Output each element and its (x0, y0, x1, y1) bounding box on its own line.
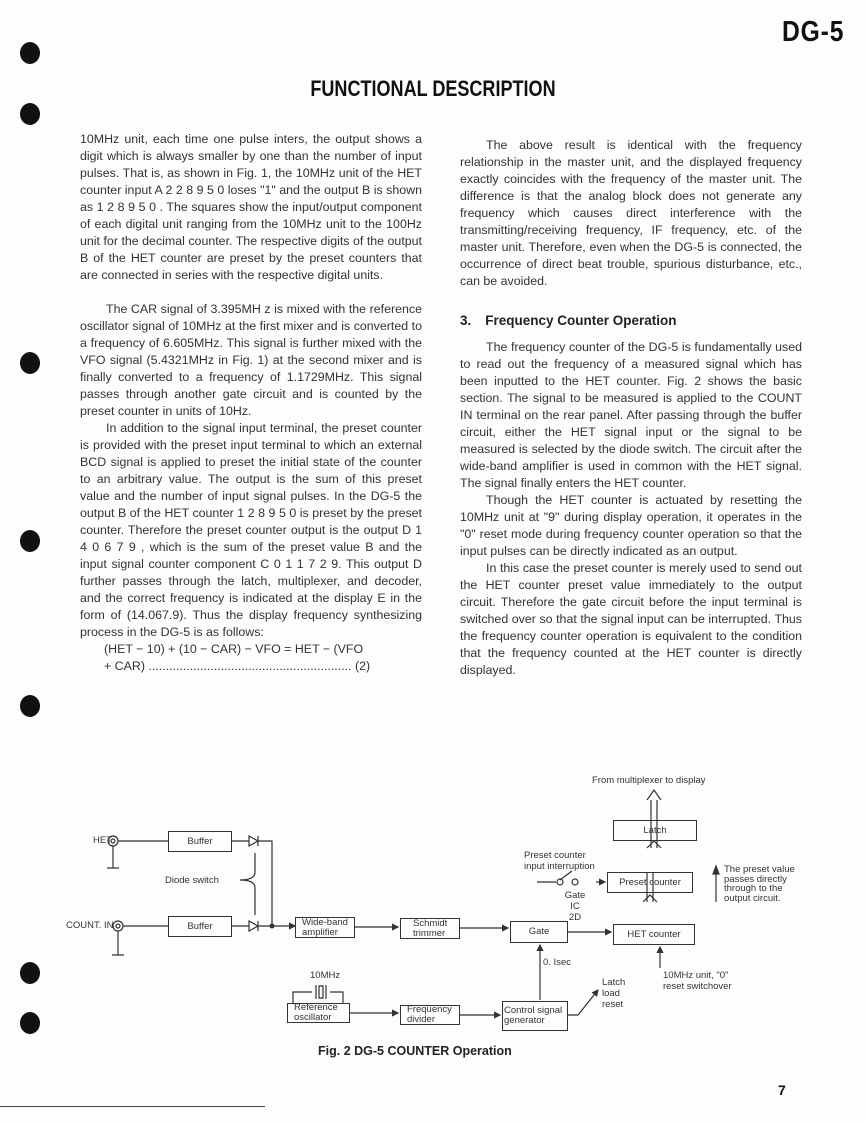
page-title: FUNCTIONAL DESCRIPTION (310, 76, 556, 101)
equation-line: + CAR) ........................................................... (2) (104, 659, 371, 673)
from-multiplexer-label: From multiplexer to display (592, 775, 706, 786)
oscillator-frequency-label: 10MHz (310, 970, 341, 981)
page-number: 7 (778, 1082, 786, 1098)
diode-icon (249, 921, 258, 931)
buffer-block: Buffer (168, 831, 232, 852)
crystal-icon (293, 985, 343, 1003)
latch-block: Latch (613, 820, 697, 841)
model-header: DG-5 (781, 16, 844, 48)
footer-rule (0, 1106, 265, 1107)
het-counter-block: HET counter (613, 924, 695, 945)
paragraph: In addition to the signal input terminal, the preset counter is provided with the preset input terminal to which an external BCD signal is applied to preset the initial state of the counter to an arbitrary value. The output is the sum of this preset value and the number of input signal pulses. In the DG-5 the output B of the HET counter 1 2 8 9 5 0 is preset by the preset counter. Therefore the preset counter output is the output D 1 4 0 6 7 9 , which is the sum of the preset value B and the input signal counter component C 0 1 1 7 2 9. This output D further passes through the latch, multiplexer, and decoder, and the correct frequency is indicated at the display E in the form of (14.067.9). Thus the display frequency synthesizing process in the DG-5 is as follows: (80, 421, 422, 639)
reference-oscillator-block: Reference oscillator (287, 1003, 350, 1023)
latch-load-reset-label: Latch load reset (602, 977, 626, 1010)
preset-value-note: The preset value passes directly through to the output circuit. (724, 864, 795, 904)
paragraph: The CAR signal of 3.395MH z is mixed with the reference oscillator signal of 10MHz at the first mixer and is converted to a frequency of 6.605MHz. This signal is further mixed with the VFO signal (5.4321MHz in Fig. 1) at the second mixer and is finally converted to a frequency of 1.1729MHz. This signal passes through another gate circuit and is counted by the preset counter in units of 10Hz. (80, 302, 422, 418)
gate-ic-label: Gate IC 2D (564, 890, 586, 923)
figure-caption: Fig. 2 DG-5 COUNTER Operation (318, 1044, 512, 1058)
control-signal-generator-block: Control signal generator (502, 1001, 568, 1031)
section-number: 3. (460, 313, 472, 328)
paragraph: Though the HET counter is actuated by resetting the 10MHz unit at "9" during display operation, it operates in the "0" reset mode during frequency counter operation so that the input pulses can be directly indicated as an output. (460, 493, 802, 558)
paragraph: In this case the preset counter is merely used to send out the HET counter preset value immediately to the output circuit. Therefore the gate circuit before the input terminal is switched over so that the signal input can be interrupted. Thus the frequency counter operation is equivalent to the condition that the frequency counted at the HET counter is directly displayed. (460, 561, 802, 677)
diode-icon (249, 836, 258, 846)
gate-block: Gate (510, 921, 568, 943)
diode-switch-label: Diode switch (165, 875, 219, 886)
wideband-amplifier-block: Wide-band amplifier (295, 917, 355, 938)
reset-switchover-label: 10MHz unit, "0" reset switchover (663, 970, 732, 992)
paragraph: 10MHz unit, each time one pulse inters, the output shows a digit which is always smaller by one than the number of input pulses. That is, as shown in Fig. 1, the 10MHz unit of the HET counter input A 2 2 8 9 5 0 loses "1" and the output B is shown as 1 2 8 9 5 0 . The squares show the input/output component of each digital unit ranging from the 10MHz unit to the 100Hz unit for the decimal counter. The respective digits of the output B of the HET counter are preset by the preset counters that are connected in series with the respective digital units. (80, 132, 422, 282)
count-in-jack-icon (113, 921, 123, 931)
preset-counter-block: Preset counter (607, 872, 693, 893)
buffer-block: Buffer (168, 916, 232, 937)
section-title: Frequency Counter Operation (485, 313, 677, 328)
preset-interruption-label: Preset counter input interruption (524, 850, 595, 872)
frequency-divider-block: Frequency divider (400, 1005, 460, 1025)
equation-line: (HET − 10) + (10 − CAR) − VFO = HET − (VFO (104, 642, 364, 656)
switch-icon (560, 871, 572, 880)
paragraph: The above result is identical with the frequency relationship in the master unit, and the displayed frequency exactly coincides with the frequency of the master unit. The difference is that the analog block does not generate any frequency which causes direct interference with the transmitting/receiving frequency, IF frequency, etc. of the master unit. Therefore, even when the DG-5 is connected, the occurrence of direct beat trouble, spurious disturbance, etc., can be avoided. (460, 138, 802, 288)
count-in-label: COUNT. IN (66, 920, 114, 931)
het-input-label: HET (93, 835, 112, 846)
paragraph: The frequency counter of the DG-5 is fundamentally used to read out the frequency of a measured signal which has been inputted to the HET counter. Fig. 2 shows the basic section. The signal to be measured is applied to the COUNT IN terminal on the rear panel. After passing through the buffer circuit, either the HET signal input or the signal to be measured is selected by the diode switch. The circuit after the wide-band amplifier is used in common with the HET signal. The signal finally enters the HET counter. (460, 340, 802, 490)
gate-time-label: 0. Isec (543, 957, 571, 968)
schmidt-trimmer-block: Schmidt trimmer (400, 918, 460, 939)
